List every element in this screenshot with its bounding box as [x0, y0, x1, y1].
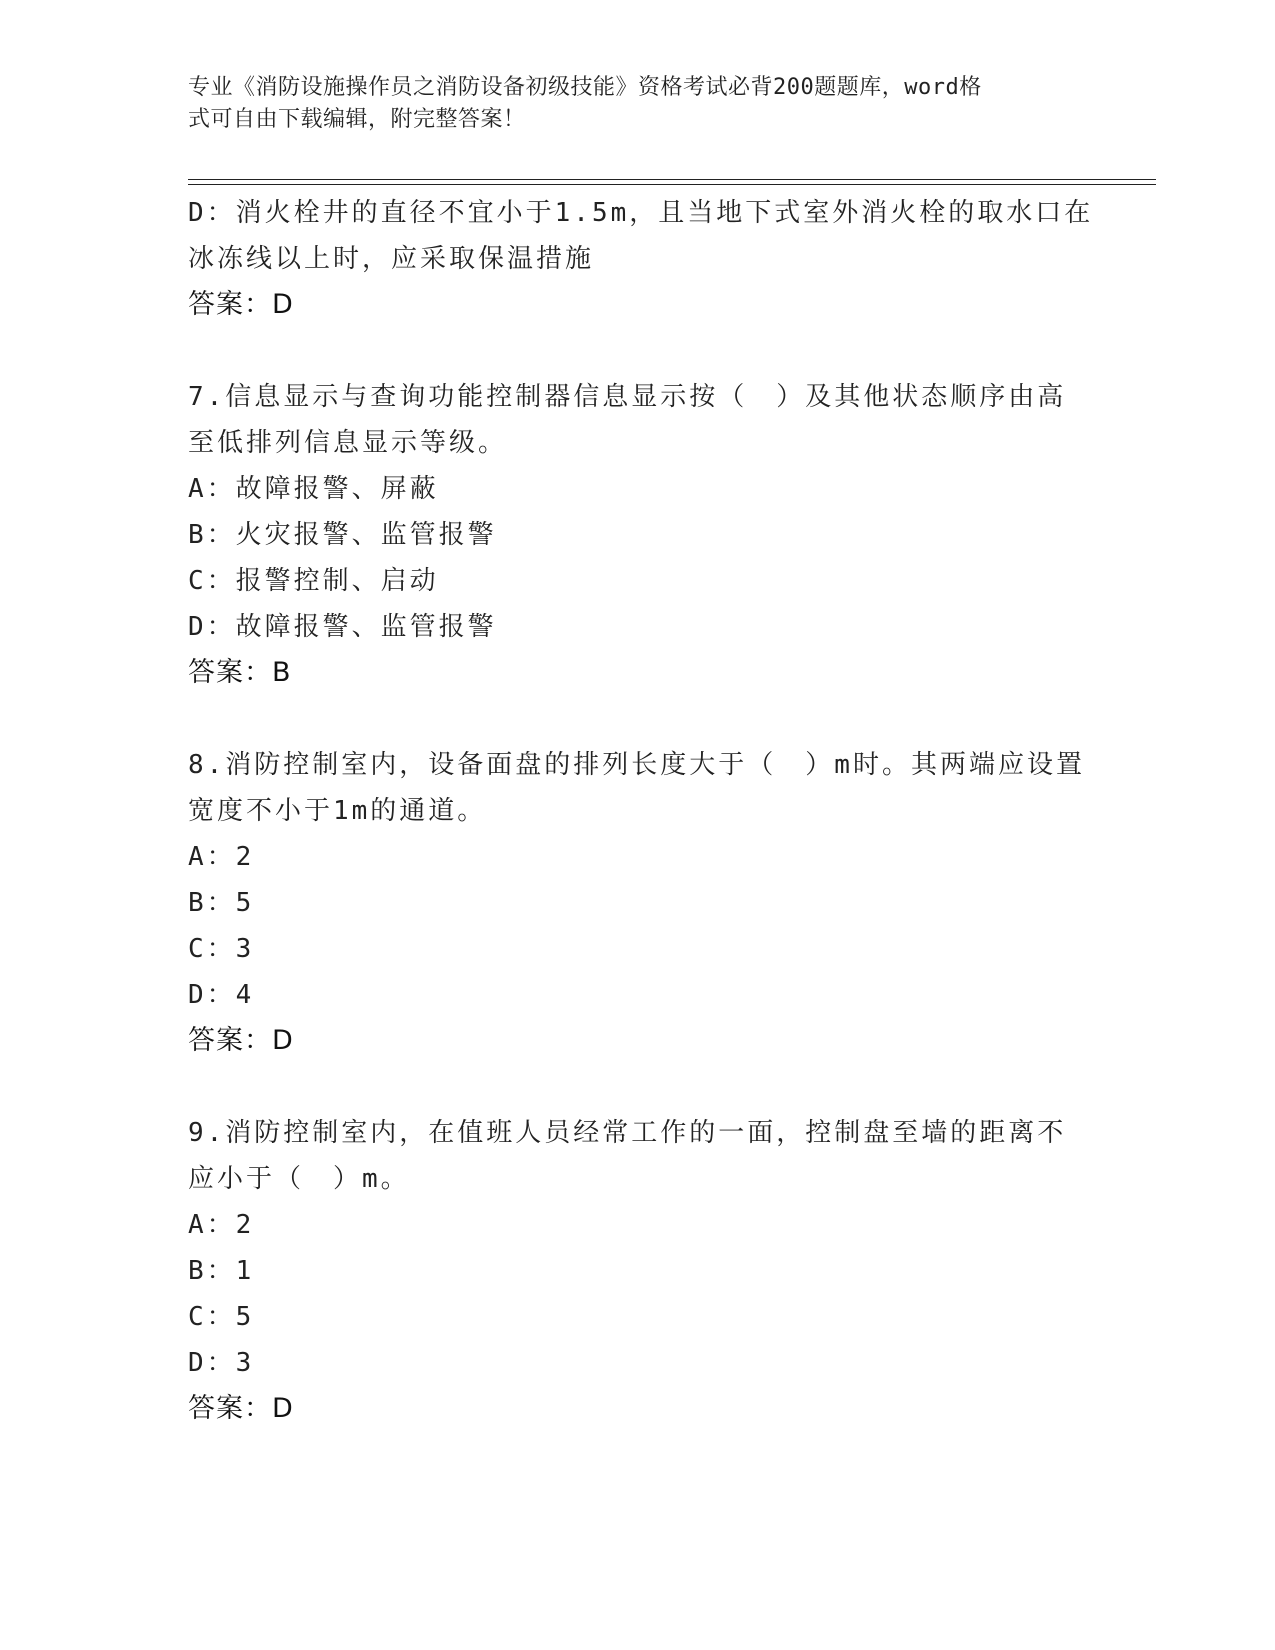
option-a: A：故障报警、屏蔽: [188, 474, 439, 504]
option-d-line-2: 冰冻线以上时，应采取保温措施: [188, 244, 595, 274]
question-stem-line-1: 9.消防控制室内，在值班人员经常工作的一面，控制盘至墙的距离不: [188, 1118, 1067, 1148]
option-c: C：5: [188, 1302, 255, 1332]
previous-question-tail: [188, 190, 1094, 328]
question-stem-line-1: 7.信息显示与查询功能控制器信息显示按（ ）及其他状态顺序由高: [188, 382, 1067, 412]
header-divider-top: [188, 179, 1156, 180]
spacer: [188, 696, 1088, 742]
answer-line: 答案：B: [188, 657, 292, 688]
header-title-line-1: 专业《消防设施操作员之消防设备初级技能》资格考试必背200题题库，word格: [188, 75, 982, 100]
option-d-line-1: D：消火栓井的直径不宜小于1.5m，且当地下式室外消火栓的取水口在: [188, 198, 1094, 228]
option-d: D：故障报警、监管报警: [188, 612, 497, 642]
option-c: C：报警控制、启动: [188, 566, 439, 596]
document-header: [188, 72, 1068, 136]
option-b: B：1: [188, 1256, 255, 1286]
option-b: B：火灾报警、监管报警: [188, 520, 497, 550]
option-b: B：5: [188, 888, 255, 918]
answer-line: 答案：D: [188, 1025, 294, 1056]
question-stem-line-2: 宽度不小于1m的通道。: [188, 796, 487, 826]
spacer: [188, 1064, 1088, 1110]
question-stem-line-1: 8.消防控制室内，设备面盘的排列长度大于（ ）m时。其两端应设置: [188, 750, 1085, 780]
question-stem-line-2: 至低排列信息显示等级。: [188, 428, 508, 458]
question-stem-line-2: 应小于（ ）m。: [188, 1164, 410, 1194]
option-d: D：3: [188, 1348, 255, 1378]
question-8: [188, 742, 1088, 1064]
spacer: [188, 328, 1088, 374]
option-a: A：2: [188, 1210, 255, 1240]
answer-line: 答案：D: [188, 1393, 294, 1424]
answer-line: 答案：D: [188, 289, 294, 320]
header-title-line-2: 式可自由下载编辑，附完整答案！: [188, 107, 526, 132]
question-content: [188, 190, 1094, 1432]
option-c: C：3: [188, 934, 255, 964]
question-7: [188, 374, 1088, 696]
question-9: [188, 1110, 1088, 1432]
option-a: A：2: [188, 842, 255, 872]
header-divider-bottom: [188, 184, 1156, 185]
option-d: D：4: [188, 980, 255, 1010]
